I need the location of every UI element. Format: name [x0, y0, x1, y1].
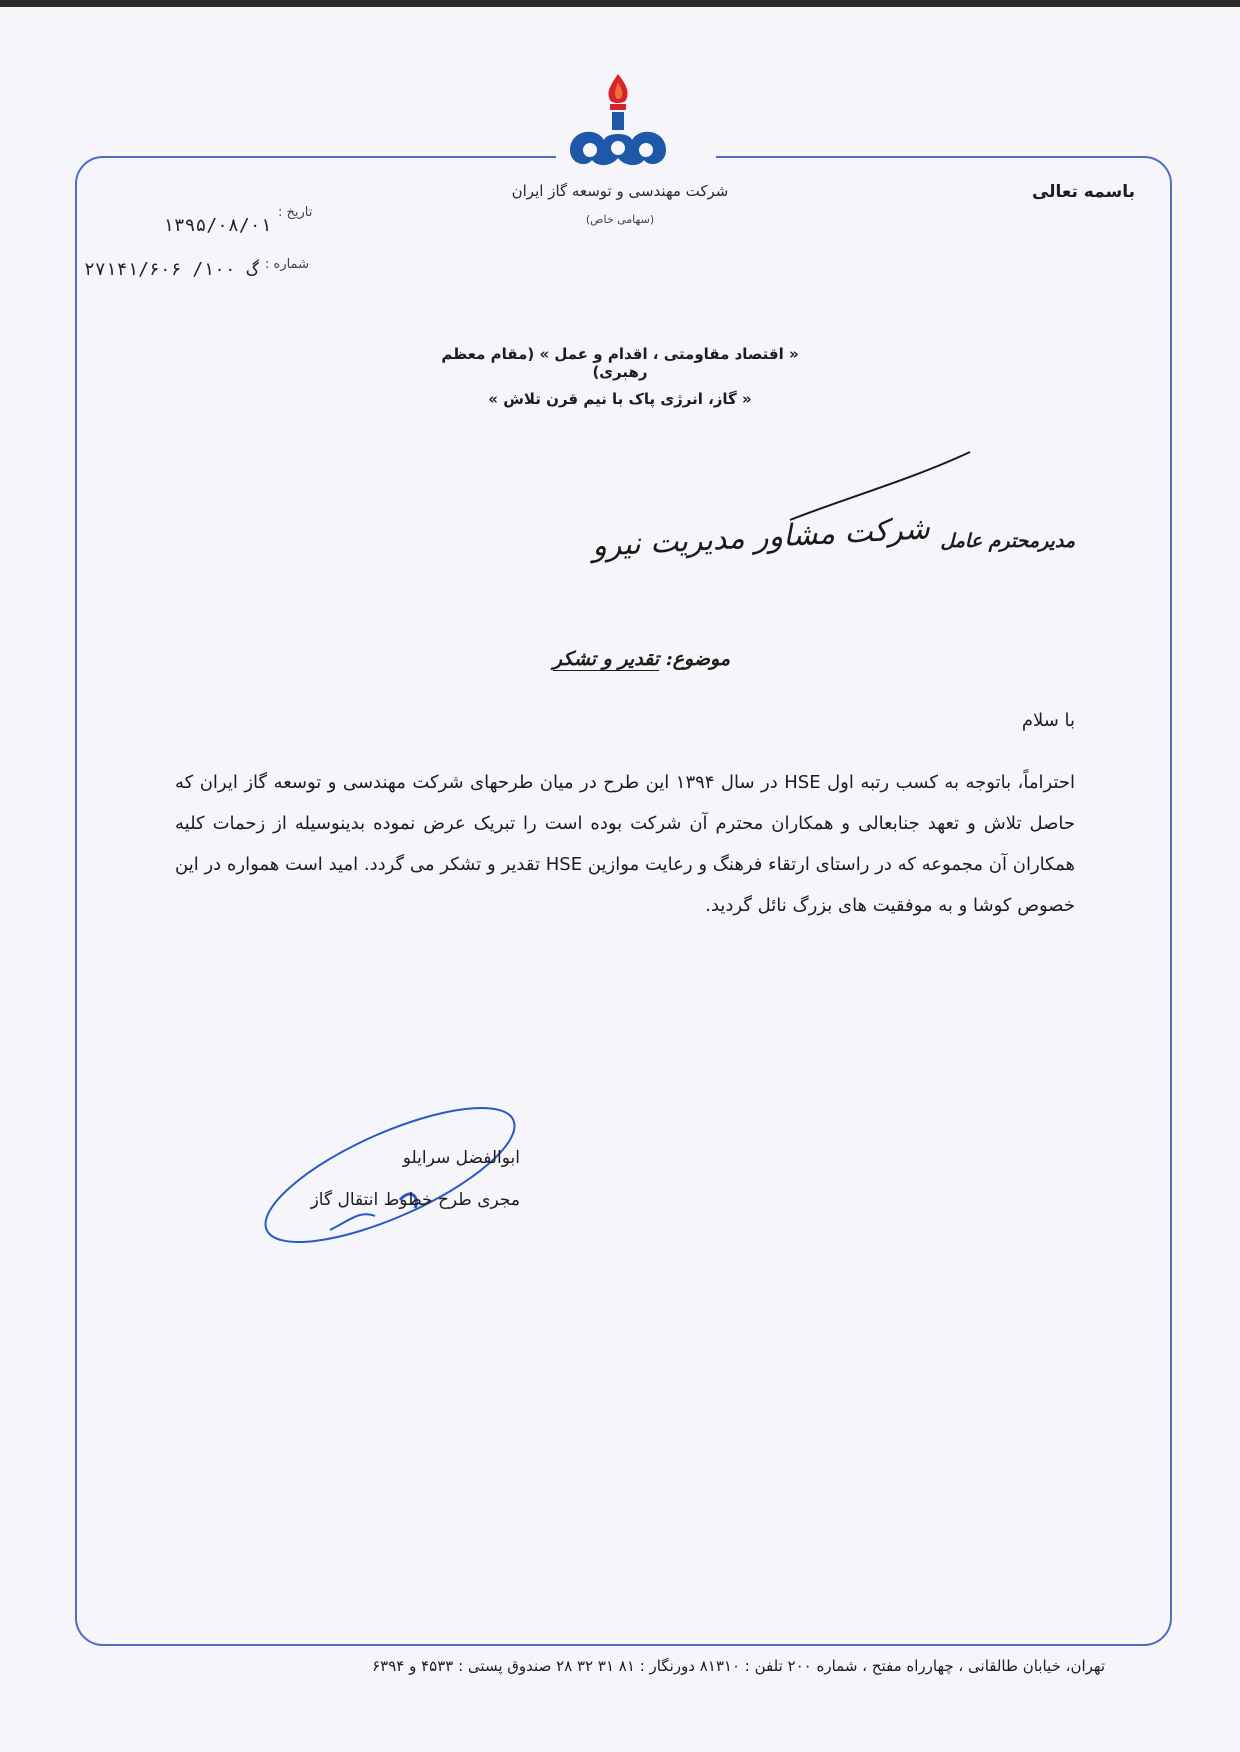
footer-address: تهران، خیابان طالقانی ، چهارراه مفتح ، شماره ۲۰۰ تلفن : ۸۱۳۱۰ دورنگار : ۸۱ ۳۱ ۳۲ ۲۸ صندوق پستی : ۴۵۳۳ و ۶۳۹۴ [372, 1657, 1105, 1675]
addressee-prefix: مدیرمحترم عامل [940, 530, 1075, 552]
subject-line [553, 648, 730, 670]
signer-name: ابوالفضل سرایلو [402, 1148, 520, 1168]
letter-body: احتراماً، باتوجه به کسب رتبه اول HSE در سال ۱۳۹۴ این طرح در میان طرحهای شرکت مهندسی و توسعه گاز ایران که حاصل تلاش و تعهد جنابعالی و همکاران محترم آن شرکت بوده است را تبریک عرض نموده بدینوسیله از زحمات کلیه همکاران آن مجموعه که در راستای ارتقاء فرهنگ و رعایت موازین HSE تقدیر و تشکر می گردد. امید است همواره در این خصوص کوشا و به موفقیت های بزرگ نائل گردید. [175, 772, 1075, 916]
company-type: (سهامی خاص) [585, 213, 655, 226]
scan-top-edge [0, 0, 1240, 7]
company-name: شرکت مهندسی و توسعه گاز ایران [511, 182, 729, 200]
date-label: تاریخ : [278, 205, 313, 220]
date-value: ۱۳۹۵/۰۸/۰۱ [163, 215, 272, 236]
addressee [591, 511, 1075, 564]
number-label: شماره : [265, 257, 309, 272]
subject-value: تقدیر و تشکر [552, 648, 660, 670]
signer-role: مجری طرح خطوط انتقال گاز [310, 1190, 520, 1210]
slogan-economy: « اقتصاد مقاومتی ، اقدام و عمل » (مقام معظم رهبری) [441, 345, 799, 381]
company-logo-icon [560, 70, 676, 176]
greeting: با سلام [1021, 710, 1075, 731]
signature-scribble [250, 1070, 540, 1270]
basmeh-heading: باسمه تعالی [1031, 182, 1135, 202]
subject-label: موضوع: [665, 648, 730, 670]
slogan-gas: « گاز، انرژی پاک با نیم قرن تلاش » [488, 390, 752, 408]
number-value: گ ۱۰۰/ ۲۷۱۴۱/۶۰۶ [84, 259, 258, 280]
addressee-handwritten: شرکت مشاور مدیریت نیرو [591, 511, 932, 564]
